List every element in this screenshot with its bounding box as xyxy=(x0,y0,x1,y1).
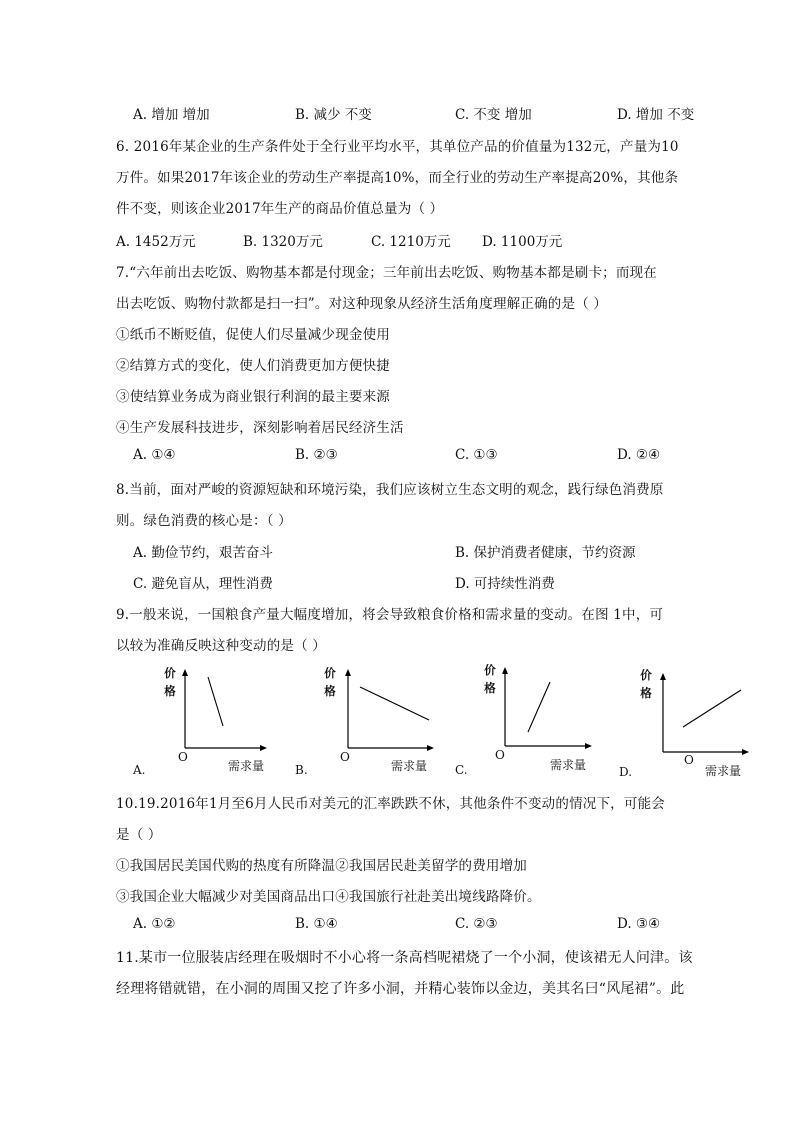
graph-b xyxy=(293,660,443,780)
q11-text-line-1: 11.某市一位服装店经理在吸烟时不小心将一条高档呢裙烧了一个小洞，使该裙无人问津。该 xyxy=(116,950,693,966)
graph-d xyxy=(617,660,767,782)
q7-option-c: C. ①③ xyxy=(455,447,498,463)
graph-b-xlabel: 需求量 xyxy=(391,759,428,773)
graph-c-y-arrow xyxy=(502,667,508,674)
graph-c-x-arrow xyxy=(585,743,592,749)
q9-text-line-1: 9.一般来说，一国粮食产量大幅度增加，将会导致粮食价格和需求量的变动。在图 1中，可 xyxy=(116,607,664,623)
q5-option-b: B. 减少 不变 xyxy=(295,107,372,123)
graph-c-xlabel: 需求量 xyxy=(550,758,587,772)
q11-text-line-2: 经理将错就错，在小洞的周围又挖了许多小洞，并精心装饰以金边，美其名曰“风尾裙”。此 xyxy=(116,981,685,997)
q7-item-2: ②结算方式的变化，使人们消费更加方便快捷 xyxy=(116,358,390,374)
q8-text-line-1: 8.当前，面对严峻的资源短缺和环境污染，我们应该树立生态文明的观念，践行绿色消费原 xyxy=(116,482,664,498)
q10-option-c: C. ②③ xyxy=(455,916,498,932)
graph-d-y-arrow xyxy=(660,673,666,680)
q6-option-c: C. 1210万元 xyxy=(371,234,451,250)
q10-option-b: B. ①④ xyxy=(295,916,338,932)
q8-option-d: D. 可持续性消费 xyxy=(455,576,555,592)
graph-a-curve xyxy=(208,677,223,726)
graph-a-x-arrow xyxy=(260,745,267,751)
q10-item-line-1: ①我国居民美国代购的热度有所降温②我国居民赴美留学的费用增加 xyxy=(116,858,527,874)
q7-item-3: ③使结算业务成为商业银行利润的最主要来源 xyxy=(116,389,390,405)
graph-a-letter: A. xyxy=(133,763,146,777)
graph-d-xlabel: 需求量 xyxy=(705,764,742,778)
graph-b-ylabel: 价 格 xyxy=(324,666,336,698)
q5-option-c: C. 不变 增加 xyxy=(455,107,532,123)
q5-option-a: A. 增加 增加 xyxy=(133,107,210,123)
q6-option-a: A. 1452万元 xyxy=(116,234,196,250)
q7-option-b: B. ②③ xyxy=(295,447,338,463)
graph-b-y-arrow xyxy=(345,669,351,676)
q8-text-line-2: 则。绿色消费的核心是：（ ） xyxy=(116,513,292,529)
q10-text-line-2: 是（ ） xyxy=(116,827,162,843)
q6-text-line-1: 6. 2016年某企业的生产条件处于全行业平均水平，其单位产品的价值量为132元，产量为10 xyxy=(116,139,679,155)
graph-a-origin: O xyxy=(178,750,188,764)
graph-b-curve xyxy=(360,687,429,720)
q10-item-line-2: ③我国企业大幅减少对美国商品出口④我国旅行社赴美出境线路降价。 xyxy=(116,889,541,905)
q7-item-1: ①纸币不断贬值，促使人们尽量减少现金使用 xyxy=(116,327,390,343)
graph-c-ylabel: 价 格 xyxy=(484,663,496,695)
graph-c-letter: C. xyxy=(455,763,468,777)
q7-text-line-1: 7.“六年前出去吃饭、购物基本都是付现金；三年前出去吃饭、购物基本都是刷卡；而现在 xyxy=(116,265,657,281)
graph-c xyxy=(453,660,603,780)
q6-text-line-2: 万件。如果2017年该企业的劳动生产率提高10%，而全行业的劳动生产率提高20%，其他条 xyxy=(116,170,679,186)
graph-c-origin: O xyxy=(495,748,505,762)
graph-c-curve xyxy=(528,682,550,732)
graph-b-letter: B. xyxy=(295,763,308,777)
q6-text-line-3: 件不变，则该企业2017年生产的商品价值总量为（ ） xyxy=(116,201,444,217)
graph-d-ylabel: 价 格 xyxy=(640,668,652,700)
q7-option-a: A. ①④ xyxy=(133,447,176,463)
q7-item-4: ④生产发展科技进步，深刻影响着居民经济生活 xyxy=(116,420,404,436)
q8-option-b: B. 保护消费者健康，节约资源 xyxy=(455,545,636,561)
graph-a-y-arrow xyxy=(182,669,188,676)
graph-b-origin: O xyxy=(340,750,350,764)
graph-d-origin: O xyxy=(684,753,694,767)
q10-text-line-1: 10.19.2016年1月至6月人民币对美元的汇率跌跌不休，其他条件不变动的情况下，可能会 xyxy=(116,796,665,812)
graph-d-x-arrow xyxy=(742,749,749,755)
q7-text-line-2: 出去吃饭、购物付款都是扫一扫”。对这种现象从经济生活角度理解正确的是（ ） xyxy=(116,296,608,312)
q5-option-d: D. 增加 不变 xyxy=(617,107,695,123)
q10-option-a: A. ①② xyxy=(133,916,176,932)
graph-b-x-arrow xyxy=(427,745,434,751)
q9-text-line-2: 以较为准确反映这种变动的是（ ） xyxy=(116,638,326,654)
q10-option-d: D. ③④ xyxy=(617,916,661,932)
graph-a-xlabel: 需求量 xyxy=(228,759,265,773)
q8-option-a: A. 勤俭节约，艰苦奋斗 xyxy=(133,545,273,561)
q6-option-b: B. 1320万元 xyxy=(243,234,323,250)
q7-option-d: D. ②④ xyxy=(617,447,661,463)
graph-d-curve xyxy=(683,690,741,727)
q8-option-c: C. 避免盲从，理性消费 xyxy=(133,576,273,592)
q6-option-d: D. 1100万元 xyxy=(482,234,563,250)
graph-a xyxy=(130,660,270,780)
graph-a-ylabel: 价 格 xyxy=(164,666,176,698)
graph-d-letter: D. xyxy=(619,765,633,779)
